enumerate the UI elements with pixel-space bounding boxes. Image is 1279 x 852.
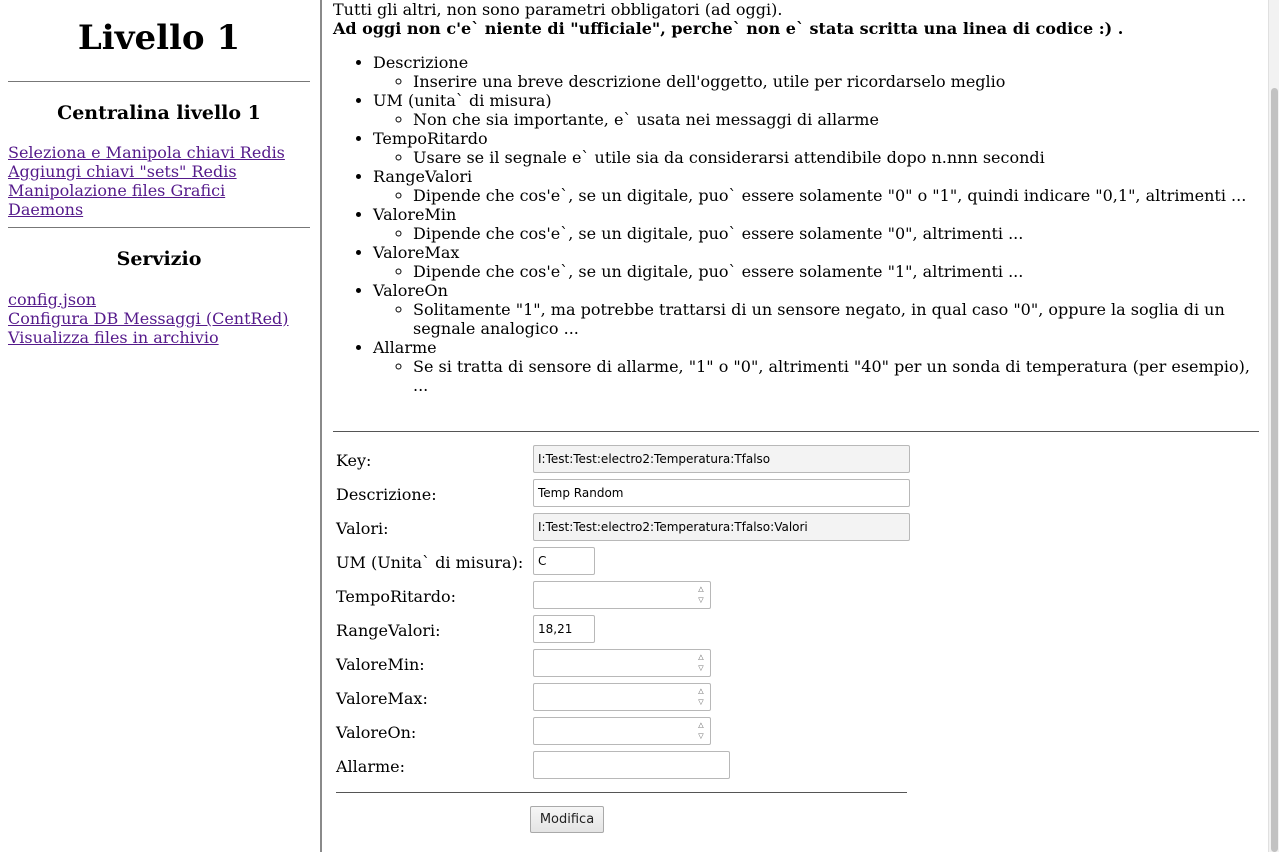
link-configura-db-messaggi[interactable]: Configura DB Messaggi (CentRed) [8, 309, 289, 328]
list-item [373, 91, 1255, 129]
scrollbar-thumb[interactable] [1271, 88, 1278, 852]
vertical-scrollbar[interactable] [1268, 0, 1279, 852]
sidebar [0, 0, 318, 852]
centralina-links [8, 143, 285, 219]
modifica-button[interactable]: Modifica [530, 806, 604, 833]
link-manipolazione-files-grafici[interactable]: Manipolazione files Grafici [8, 181, 226, 200]
link-visualizza-files-archivio[interactable]: Visualizza files in archivio [8, 328, 219, 347]
list-item [373, 53, 1255, 91]
descrizione-input[interactable]: Temp Random [533, 479, 910, 507]
content-divider [333, 431, 1259, 432]
spinner-arrows-icon[interactable]: △ ▽ [698, 721, 704, 740]
link-seleziona-manipola-chiavi[interactable]: Seleziona e Manipola chiavi Redis [8, 143, 285, 162]
link-config-json[interactable]: config.json [8, 290, 97, 309]
frame-divider[interactable] [320, 0, 322, 852]
field-help: ◦ Solitamente "1", ma potrebbe trattarsi di un sensore negato, in qual caso "0", oppure la soglia di un segnale analogico ... [413, 300, 1255, 338]
key-field[interactable]: I:Test:Test:electro2:Temperatura:Tfalso [533, 445, 910, 473]
allarme-input[interactable] [533, 751, 730, 779]
um-input[interactable]: C [533, 547, 595, 575]
field-name: TempoRitardo [373, 129, 488, 148]
spinner-arrows-icon[interactable]: △ ▽ [698, 687, 704, 706]
field-name: Allarme [373, 338, 437, 357]
tempo-ritardo-input[interactable] [533, 581, 711, 609]
um-label: UM (Unita` di misura): [336, 553, 524, 572]
section-title-servizio: Servizio [116, 248, 202, 270]
tempo-ritardo-label: TempoRitardo: [336, 587, 456, 606]
list-item [373, 243, 1255, 281]
field-name: ValoreMin [373, 205, 457, 224]
field-help: ◦ Dipende che cos'e`, se un digitale, puo` essere solamente "0", altrimenti ... [413, 224, 1255, 243]
intro-text: Tutti gli altri, non sono parametri obbligatori (ad oggi). [333, 0, 783, 19]
field-name: Descrizione [373, 53, 469, 72]
field-name: RangeValori [373, 167, 473, 186]
sidebar-divider [8, 81, 310, 82]
valori-label: Valori: [336, 519, 389, 538]
allarme-label: Allarme: [336, 757, 406, 776]
link-daemons[interactable]: Daemons [8, 200, 84, 219]
list-item [373, 281, 1255, 338]
field-help: ◦ Dipende che cos'e`, se un digitale, puo` essere solamente "1", altrimenti ... [413, 262, 1255, 281]
field-name: ValoreMax [373, 243, 460, 262]
spinner-arrows-icon[interactable]: △ ▽ [698, 653, 704, 672]
section-title-centralina: Centralina livello 1 [57, 102, 261, 124]
sidebar-title: Livello 1 [77, 18, 241, 58]
fields-help-list [333, 53, 1255, 395]
list-item [373, 338, 1255, 395]
form-divider [336, 792, 907, 793]
list-item [373, 167, 1255, 205]
intro-note: Ad oggi non c'e` niente di "ufficiale", perche` non e` stata scritta una linea di codice :) . [333, 19, 1124, 38]
sidebar-divider [8, 227, 310, 228]
valori-field[interactable]: I:Test:Test:electro2:Temperatura:Tfalso:Valori [533, 513, 910, 541]
valore-on-input[interactable] [533, 717, 711, 745]
field-help: ◦ Usare se il segnale e` utile sia da considerarsi attendibile dopo n.nnn secondi [413, 148, 1255, 167]
valore-min-label: ValoreMin: [336, 655, 425, 674]
range-valori-label: RangeValori: [336, 621, 441, 640]
spinner-arrows-icon[interactable]: △ ▽ [698, 585, 704, 604]
list-item [373, 205, 1255, 243]
key-label: Key: [336, 451, 372, 470]
field-name: ValoreOn [373, 281, 448, 300]
field-help: ◦ Dipende che cos'e`, se un digitale, puo` essere solamente "0" o "1", quindi indicare "0,1", altrimenti ... [413, 186, 1255, 205]
main-content [333, 0, 1269, 852]
list-item [373, 129, 1255, 167]
valore-on-label: ValoreOn: [336, 723, 417, 742]
valore-max-input[interactable] [533, 683, 711, 711]
descrizione-label: Descrizione: [336, 485, 437, 504]
valore-max-label: ValoreMax: [336, 689, 428, 708]
link-aggiungi-chiavi-sets[interactable]: Aggiungi chiavi "sets" Redis [8, 162, 237, 181]
field-name: UM (unita` di misura) [373, 91, 552, 110]
field-help: ◦ Inserire una breve descrizione dell'oggetto, utile per ricordarselo meglio [413, 72, 1255, 91]
valore-min-input[interactable] [533, 649, 711, 677]
servizio-links [8, 290, 289, 347]
range-valori-input[interactable]: 18,21 [533, 615, 595, 643]
field-help: ◦ Se si tratta di sensore di allarme, "1" o "0", altrimenti "40" per un sonda di temperatura (per esempio), ... [413, 357, 1255, 395]
field-help: ◦ Non che sia importante, e` usata nei messaggi di allarme [413, 110, 1255, 129]
